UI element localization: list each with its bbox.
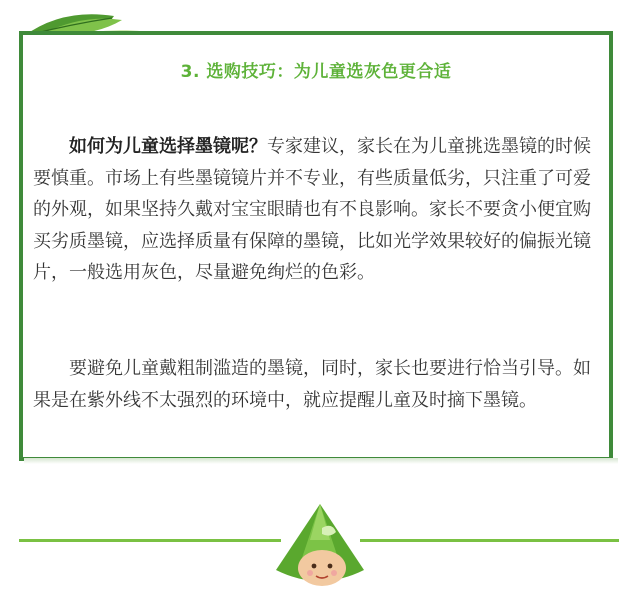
section-heading: 3. 选购技巧：为儿童选灰色更合适 [180, 62, 452, 82]
divider-right [360, 539, 619, 542]
card-shadow [24, 458, 618, 464]
article-card [19, 31, 613, 461]
zongzi-mascot-icon [270, 500, 370, 590]
divider-left [19, 539, 281, 542]
paragraph-2-text: 要避免儿童戴粗制滥造的墨镜，同时，家长也要进行恰当引导。如果是在紫外线不太强烈的环境中，就应提醒儿童及时摘下墨镜。 [33, 358, 591, 411]
paragraph-1-text: 专家建议，家长在为儿童挑选墨镜的时候要慎重。市场上有些墨镜镜片并不专业，有些质量低劣，只注重了可爱的外观，如果坚持久戴对宝宝眼睛也有不良影响。家长不要贪小便宜购买劣质墨镜，应选择质量有保障的墨镜，比如光学效果较好的偏振光镜片，一般选用灰色，尽量避免绚烂的色彩。 [33, 136, 591, 283]
paragraph-2 [33, 353, 605, 416]
paragraph-1-lead: 如何为儿童选择墨镜呢？ [69, 136, 267, 157]
paragraph-1 [33, 131, 605, 289]
